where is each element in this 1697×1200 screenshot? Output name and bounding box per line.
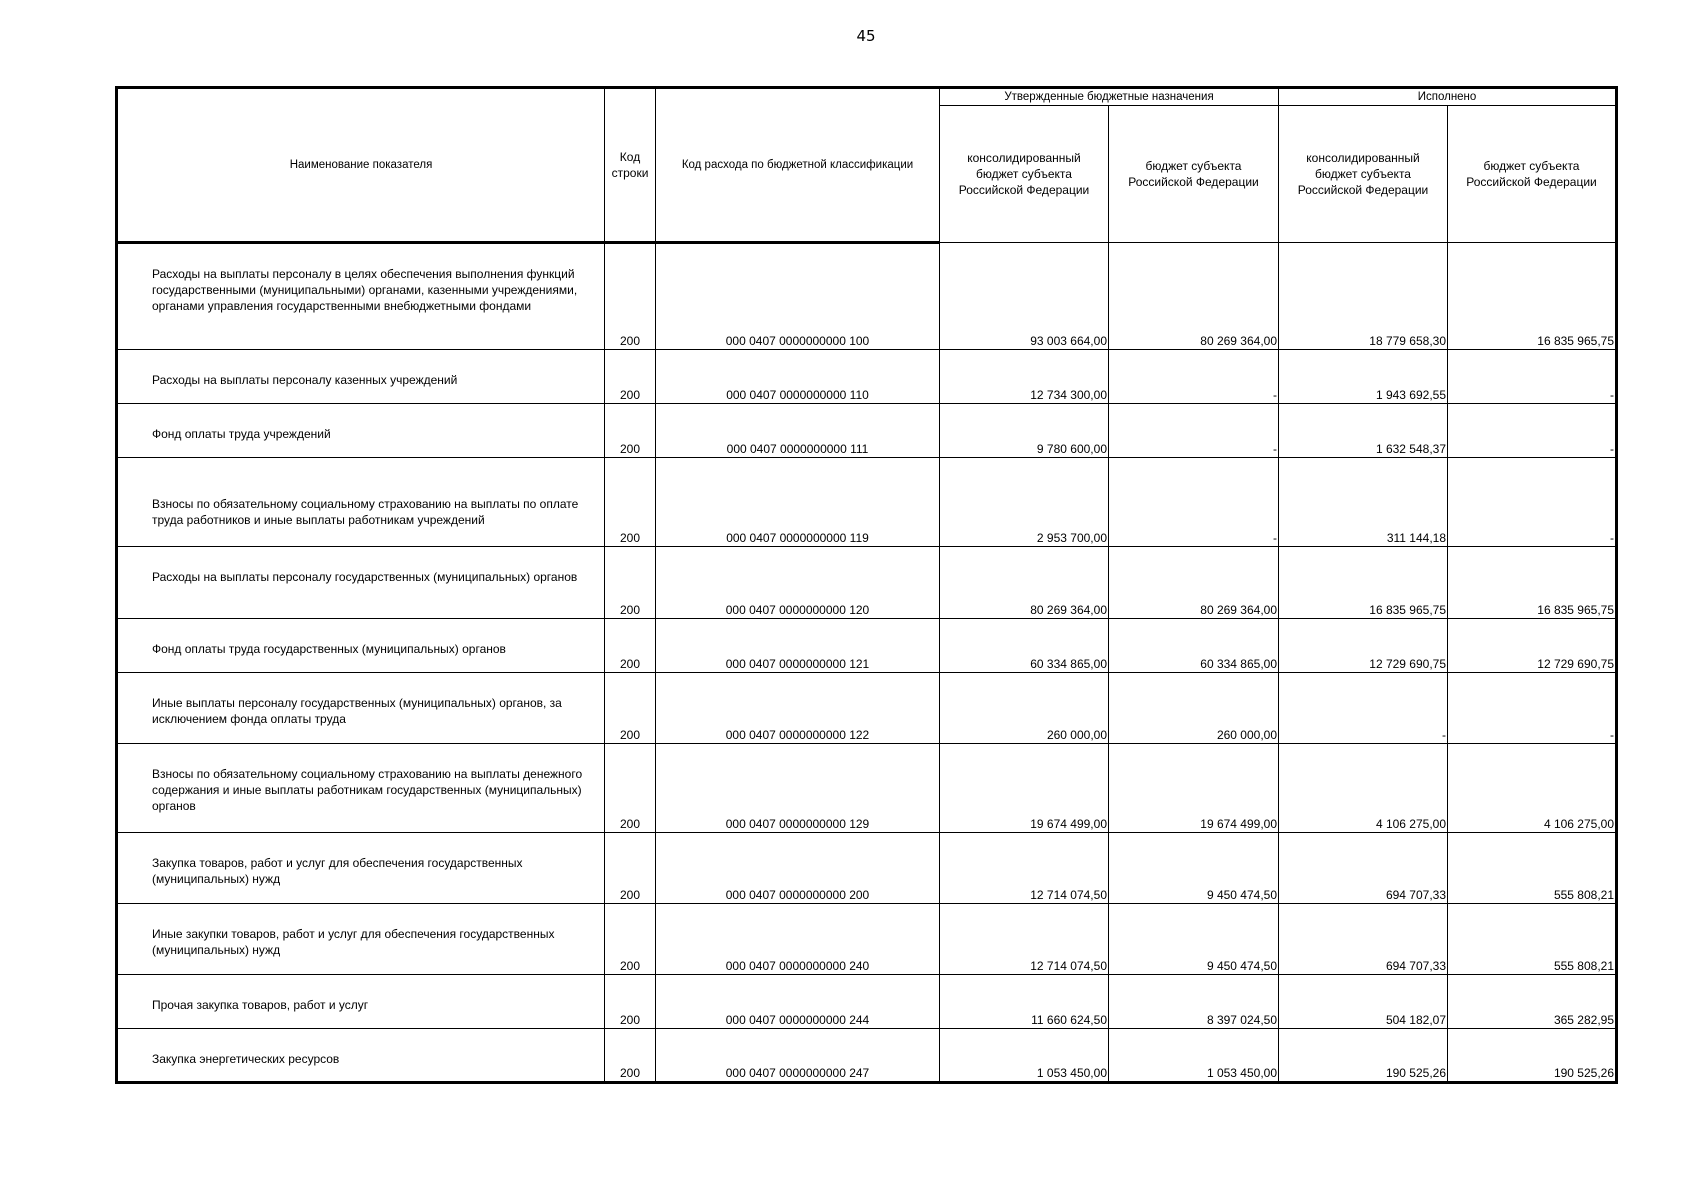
row-name: Закупка товаров, работ и услуг для обеспечения государственных (муниципальных) нужд: [117, 833, 605, 904]
header-executed-consolidated: консолидированный бюджет субъекта Российской Федерации: [1279, 106, 1448, 243]
row-approved-subject: 8 397 024,50: [1109, 975, 1279, 1029]
row-name: Иные выплаты персоналу государственных (муниципальных) органов, за исключением фонда оплаты труда: [117, 673, 605, 744]
row-code: 200: [605, 1029, 656, 1083]
header-class-code: Код расхода по бюджетной классификации: [656, 88, 940, 243]
row-code: 200: [605, 975, 656, 1029]
row-executed-consolidated: 190 525,26: [1279, 1029, 1448, 1083]
table-row: [117, 243, 1617, 350]
row-approved-consolidated: 80 269 364,00: [940, 547, 1109, 619]
row-approved-subject: 19 674 499,00: [1109, 744, 1279, 833]
row-approved-subject: 260 000,00: [1109, 673, 1279, 744]
row-approved-consolidated: 2 953 700,00: [940, 458, 1109, 547]
row-approved-consolidated: 12 734 300,00: [940, 350, 1109, 404]
row-executed-subject: 555 808,21: [1448, 904, 1617, 975]
row-name: Фонд оплаты труда учреждений: [117, 404, 605, 458]
row-code: 200: [605, 744, 656, 833]
row-executed-subject: 555 808,21: [1448, 833, 1617, 904]
row-class-code: 000 0407 0000000000 119: [656, 458, 940, 547]
row-code: 200: [605, 243, 656, 350]
header-row-code: Код строки: [605, 88, 656, 243]
row-executed-subject: -: [1448, 404, 1617, 458]
table-row: [117, 619, 1617, 673]
header-approved-subject: бюджет субъекта Российской Федерации: [1109, 106, 1279, 243]
row-approved-consolidated: 1 053 450,00: [940, 1029, 1109, 1083]
header-name: Наименование показателя: [117, 88, 605, 243]
row-name: Прочая закупка товаров, работ и услуг: [117, 975, 605, 1029]
row-code: 200: [605, 904, 656, 975]
expenditure-table: [115, 86, 1618, 1084]
row-approved-subject: 1 053 450,00: [1109, 1029, 1279, 1083]
row-executed-subject: -: [1448, 673, 1617, 744]
row-name: Закупка энергетических ресурсов: [117, 1029, 605, 1083]
table-row: [117, 744, 1617, 833]
row-code: 200: [605, 458, 656, 547]
row-executed-consolidated: 4 106 275,00: [1279, 744, 1448, 833]
row-approved-subject: -: [1109, 404, 1279, 458]
table-row: [117, 904, 1617, 975]
table-row: [117, 975, 1617, 1029]
row-code: 200: [605, 350, 656, 404]
header-approved-consolidated: консолидированный бюджет субъекта Российской Федерации: [940, 106, 1109, 243]
row-name: Расходы на выплаты персоналу в целях обеспечения выполнения функций государственными (муниципальными) органами, казенными учреждениями, органами управления государственными внебюджетными фондами: [117, 243, 605, 350]
row-approved-subject: -: [1109, 350, 1279, 404]
row-executed-subject: 12 729 690,75: [1448, 619, 1617, 673]
table-row: [117, 547, 1617, 619]
row-executed-consolidated: 1 943 692,55: [1279, 350, 1448, 404]
row-approved-subject: 60 334 865,00: [1109, 619, 1279, 673]
row-name: Расходы на выплаты персоналу государственных (муниципальных) органов: [117, 547, 605, 619]
row-class-code: 000 0407 0000000000 247: [656, 1029, 940, 1083]
row-name: Расходы на выплаты персоналу казенных учреждений: [117, 350, 605, 404]
row-approved-consolidated: 11 660 624,50: [940, 975, 1109, 1029]
table-row: [117, 833, 1617, 904]
row-name: Взносы по обязательному социальному страхованию на выплаты денежного содержания и иные выплаты работникам государственных (муниципальных) органов: [117, 744, 605, 833]
row-code: 200: [605, 673, 656, 744]
table-row: [117, 458, 1617, 547]
row-approved-consolidated: 19 674 499,00: [940, 744, 1109, 833]
row-class-code: 000 0407 0000000000 121: [656, 619, 940, 673]
row-executed-consolidated: 16 835 965,75: [1279, 547, 1448, 619]
table-row: [117, 1029, 1617, 1083]
row-executed-consolidated: 12 729 690,75: [1279, 619, 1448, 673]
row-executed-subject: -: [1448, 350, 1617, 404]
table-row: [117, 404, 1617, 458]
table-row: [117, 350, 1617, 404]
row-class-code: 000 0407 0000000000 240: [656, 904, 940, 975]
row-approved-consolidated: 9 780 600,00: [940, 404, 1109, 458]
row-executed-subject: 365 282,95: [1448, 975, 1617, 1029]
row-code: 200: [605, 833, 656, 904]
row-approved-consolidated: 12 714 074,50: [940, 904, 1109, 975]
row-class-code: 000 0407 0000000000 100: [656, 243, 940, 350]
row-class-code: 000 0407 0000000000 110: [656, 350, 940, 404]
table-row: [117, 673, 1617, 744]
row-executed-consolidated: 504 182,07: [1279, 975, 1448, 1029]
row-executed-consolidated: 694 707,33: [1279, 904, 1448, 975]
row-approved-consolidated: 260 000,00: [940, 673, 1109, 744]
row-executed-subject: -: [1448, 458, 1617, 547]
row-approved-subject: 80 269 364,00: [1109, 243, 1279, 350]
row-name: Иные закупки товаров, работ и услуг для обеспечения государственных (муниципальных) нужд: [117, 904, 605, 975]
row-executed-consolidated: 311 144,18: [1279, 458, 1448, 547]
row-class-code: 000 0407 0000000000 111: [656, 404, 940, 458]
row-executed-subject: 190 525,26: [1448, 1029, 1617, 1083]
row-executed-subject: 16 835 965,75: [1448, 243, 1617, 350]
header-approved-group: Утвержденные бюджетные назначения: [940, 88, 1279, 106]
row-code: 200: [605, 404, 656, 458]
row-name: Взносы по обязательному социальному страхованию на выплаты по оплате труда работников и иные выплаты работникам учреждений: [117, 458, 605, 547]
row-name: Фонд оплаты труда государственных (муниципальных) органов: [117, 619, 605, 673]
row-executed-consolidated: 1 632 548,37: [1279, 404, 1448, 458]
row-approved-subject: 80 269 364,00: [1109, 547, 1279, 619]
header-executed-group: Исполнено: [1279, 88, 1617, 106]
row-executed-consolidated: 694 707,33: [1279, 833, 1448, 904]
page-number: 45: [856, 27, 876, 45]
row-executed-consolidated: -: [1279, 673, 1448, 744]
row-executed-subject: 4 106 275,00: [1448, 744, 1617, 833]
row-class-code: 000 0407 0000000000 129: [656, 744, 940, 833]
row-approved-subject: -: [1109, 458, 1279, 547]
header-executed-subject: бюджет субъекта Российской Федерации: [1448, 106, 1617, 243]
row-code: 200: [605, 547, 656, 619]
row-approved-subject: 9 450 474,50: [1109, 833, 1279, 904]
row-approved-consolidated: 93 003 664,00: [940, 243, 1109, 350]
row-executed-subject: 16 835 965,75: [1448, 547, 1617, 619]
row-class-code: 000 0407 0000000000 122: [656, 673, 940, 744]
row-executed-consolidated: 18 779 658,30: [1279, 243, 1448, 350]
row-code: 200: [605, 619, 656, 673]
row-approved-subject: 9 450 474,50: [1109, 904, 1279, 975]
row-approved-consolidated: 60 334 865,00: [940, 619, 1109, 673]
row-class-code: 000 0407 0000000000 244: [656, 975, 940, 1029]
row-class-code: 000 0407 0000000000 120: [656, 547, 940, 619]
row-class-code: 000 0407 0000000000 200: [656, 833, 940, 904]
row-approved-consolidated: 12 714 074,50: [940, 833, 1109, 904]
